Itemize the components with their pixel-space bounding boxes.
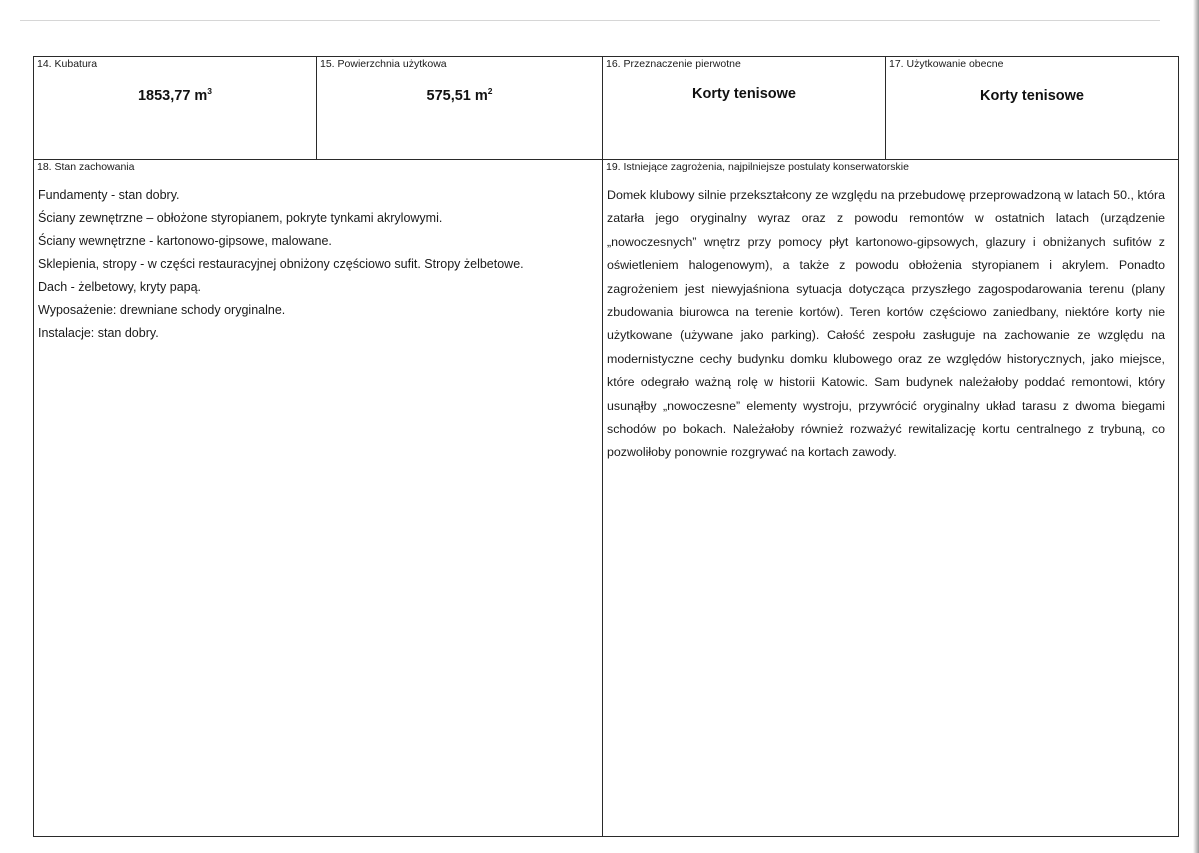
kubatura-value-line <box>34 86 316 104</box>
przeznaczenie-value: Korty tenisowe <box>692 86 796 102</box>
kubatura-cell <box>33 56 317 160</box>
zagrozenia-text: Domek klubowy silnie przekształcony ze względu na przebudowę przeprowadzoną w latach 50., która zatarła jego oryginalny wyraz oraz z powodu remontów w ostatnich latach (urządzenie „nowoczesnych” wnętrz przy pomocy płyt kartonowo-gipsowych, glazury i obniżanych sufitów z oświetleniem halogenowym), a także z powodu obłożenia styropianem i akrylem. Ponadto zagrożeniem jest niewyjaśniona sytuacja dotycząca przyszłego zagospodarowania terenu (plany zbudowania biurowca na terenie kortów). Teren kortów częściowo zaniedbany, niektóre korty nie użytkowane (używane jako parking). Całość zespołu zasługuje na zachowanie ze względu na modernistyczne cechy budynku domku klubowego oraz ze względów historycznych, jako miejsce, które odegrało ważną rolę w historii Katowic. Sam budynek należałoby poddać remontowi, który usunąłby „nowoczesne” elementy wystroju, przywrócić oryginalny układ tarasu z dwoma biegami schodów po bokach. Należałoby również rozważyć rewitalizację kortu centralnego z trybuną, co pozwoliłoby ponownie rozgrywać na kortach zawody. <box>607 188 1165 460</box>
powierzchnia-cell <box>316 56 603 160</box>
kubatura-value: 1853,77 <box>137 87 191 104</box>
przeznaczenie-label: 16. Przeznaczenie pierwotne <box>606 58 741 70</box>
stan-line-instalacje: Instalacje: stan dobry. <box>38 326 159 340</box>
zagrozenia-cell <box>602 159 1179 837</box>
scan-edge-line <box>20 20 1160 21</box>
scan-edge-shadow <box>1193 0 1199 853</box>
stan-line-sklepienia: Sklepienia, stropy - w części restauracyjnej obniżony częściowo sufit. Stropy żelbetowe. <box>38 257 524 271</box>
powierzchnia-unit-exponent: 2 <box>487 86 493 96</box>
stan-zachowania-list <box>38 184 596 345</box>
kubatura-unit: m <box>194 87 208 104</box>
stan-zachowania-cell <box>33 159 603 837</box>
powierzchnia-unit: m <box>474 87 488 104</box>
stan-zachowania-label: 18. Stan zachowania <box>37 161 135 173</box>
powierzchnia-label: 15. Powierzchnia użytkowa <box>320 58 447 70</box>
powierzchnia-value-line <box>317 86 602 104</box>
stan-line-fundamenty: Fundamenty - stan dobry. <box>38 188 180 202</box>
kubatura-unit-exponent: 3 <box>207 86 213 96</box>
stan-line-wyposazenie: Wyposażenie: drewniane schody oryginalne. <box>38 303 286 317</box>
zagrozenia-label: 19. Istniejące zagrożenia, najpilniejsze postulaty konserwatorskie <box>606 161 909 173</box>
uzytkowanie-label: 17. Użytkowanie obecne <box>889 58 1004 70</box>
uzytkowanie-cell <box>885 56 1179 160</box>
przeznaczenie-cell <box>602 56 886 160</box>
powierzchnia-value: 575,51 <box>426 87 471 104</box>
kubatura-label: 14. Kubatura <box>37 58 98 70</box>
stan-line-sciany-wewnetrzne: Ściany wewnętrzne - kartonowo-gipsowe, malowane. <box>38 234 332 248</box>
uzytkowanie-value: Korty tenisowe <box>980 88 1084 104</box>
stan-line-sciany-zewnetrzne: Ściany zewnętrzne – obłożone styropianem, pokryte tynkami akrylowymi. <box>38 211 443 225</box>
stan-line-dach: Dach - żelbetowy, kryty papą. <box>38 280 202 294</box>
